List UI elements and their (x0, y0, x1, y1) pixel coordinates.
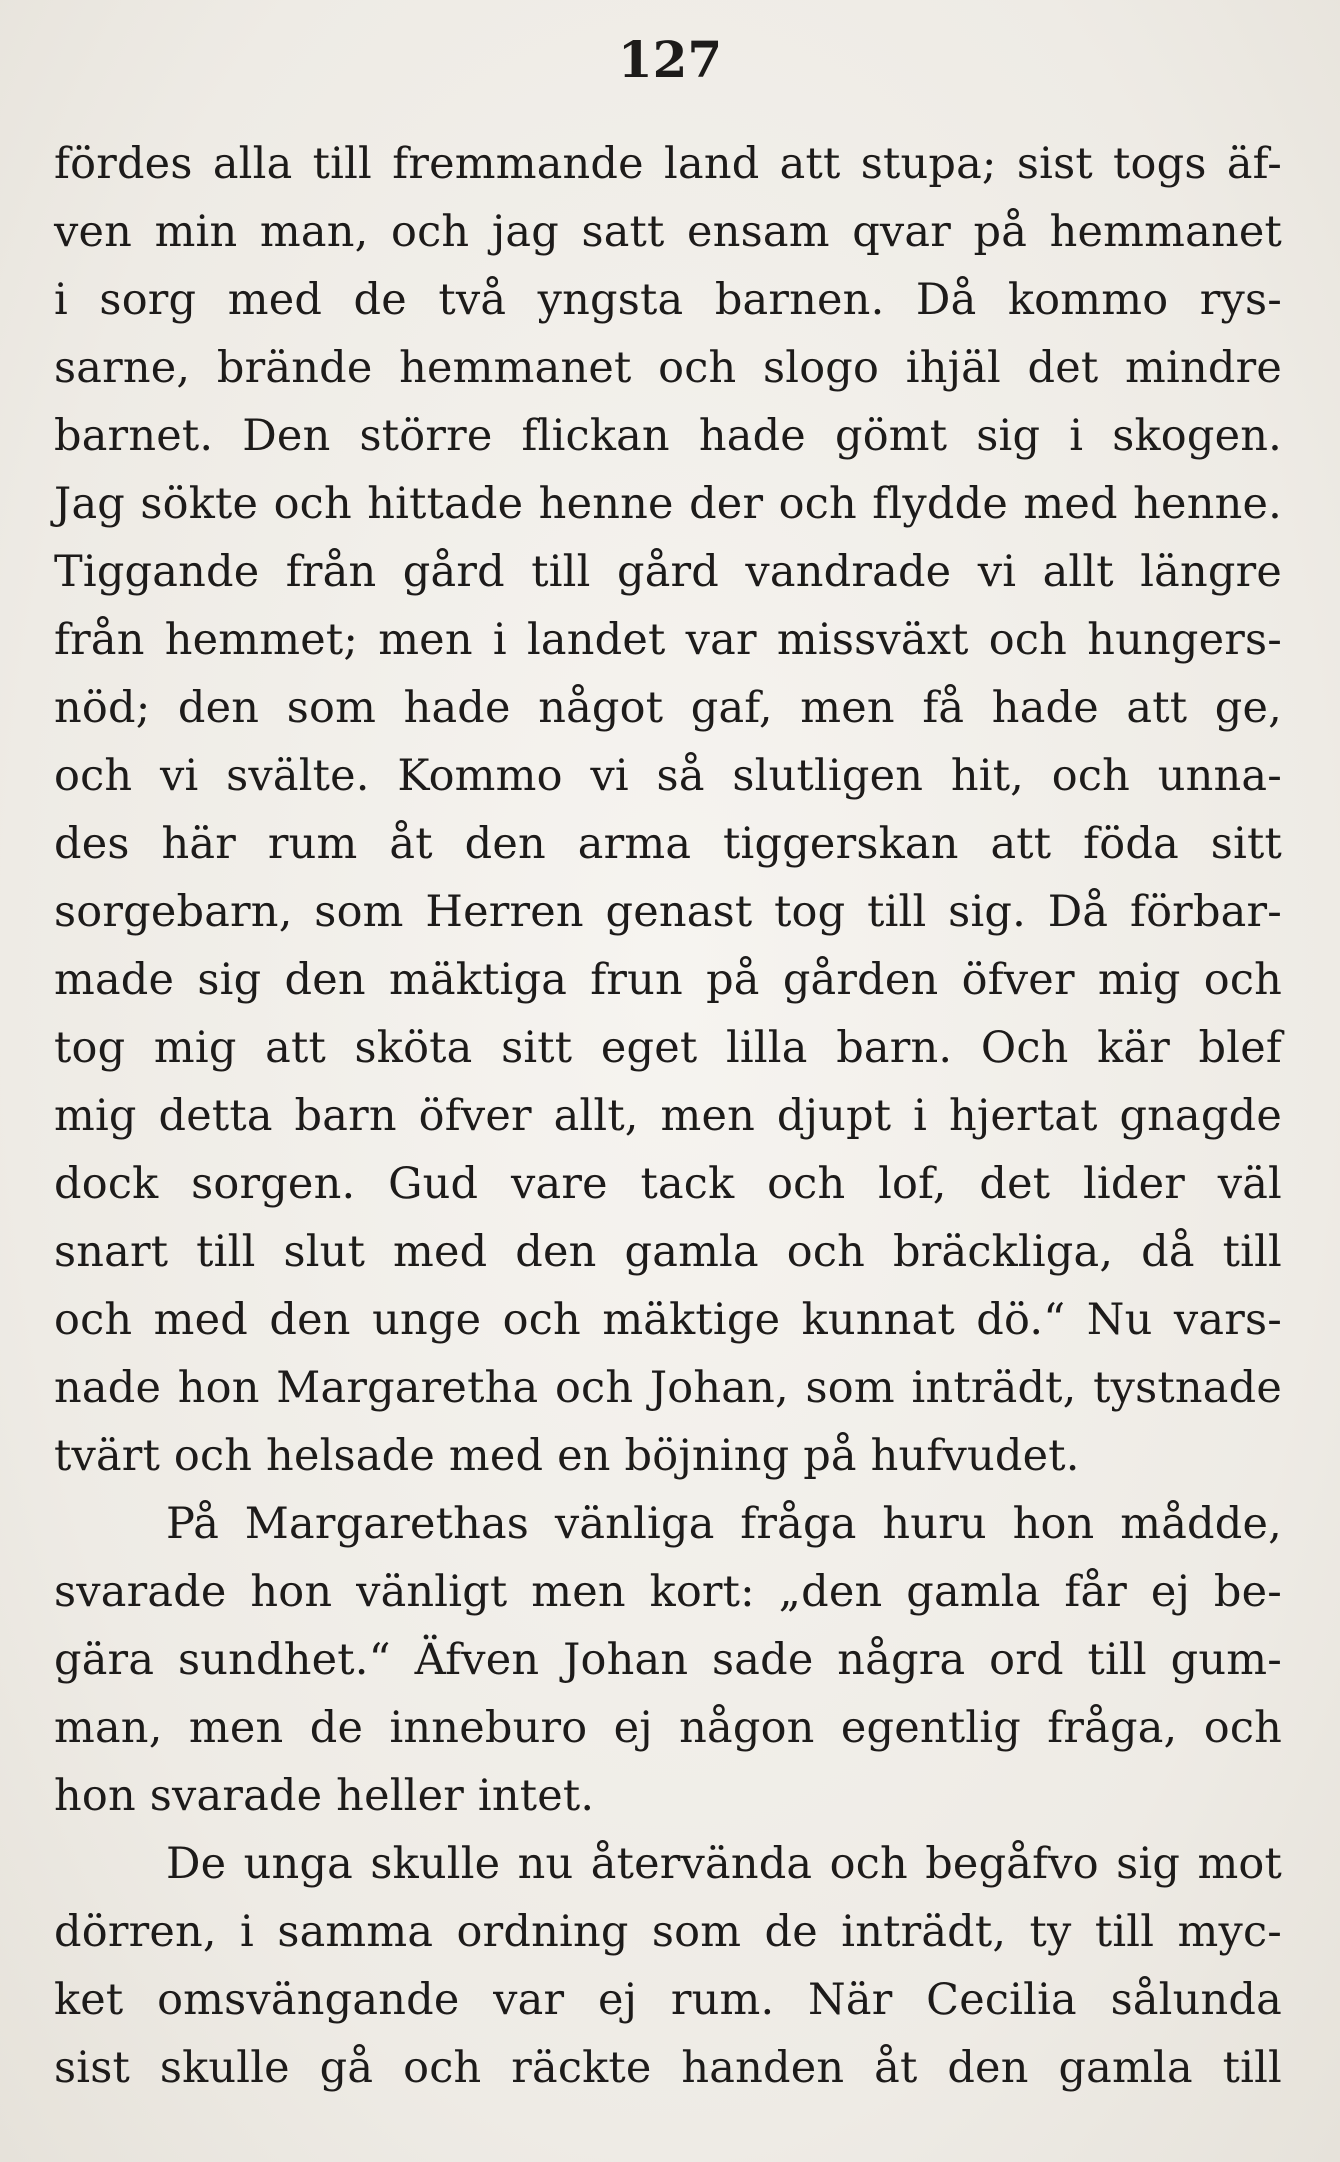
text-line: nade hon Margaretha och Johan, som inträdt, tystnade (54, 1363, 1282, 1413)
text-line: svarade hon vänligt men kort: „den gamla får ej be- (54, 1567, 1282, 1617)
text-line: På Margarethas vänliga fråga huru hon mådde, (166, 1499, 1282, 1549)
text-line: dörren, i samma ordning som de inträdt, ty till myc- (54, 1907, 1282, 1957)
text-line: i sorg med de två yngsta barnen. Då kommo rys- (54, 275, 1282, 325)
text-line: hon svarade heller intet. (54, 1771, 595, 1821)
text-line: barnet. Den större flickan hade gömt sig i skogen. (54, 411, 1282, 461)
text-line: tog mig att sköta sitt eget lilla barn. Och kär blef (54, 1023, 1282, 1073)
text-line: nöd; den som hade något gaf, men få hade att ge, (54, 683, 1282, 733)
text-line: fördes alla till fremmande land att stupa; sist togs äf- (54, 139, 1282, 189)
text-line: mig detta barn öfver allt, men djupt i hjertat gnagde (54, 1091, 1282, 1141)
text-line: made sig den mäktiga frun på gården öfver mig och (54, 955, 1282, 1005)
text-line: sarne, brände hemmanet och slogo ihjäl det mindre (54, 343, 1282, 393)
text-line: ven min man, och jag satt ensam qvar på hemmanet (54, 207, 1282, 257)
text-line: och med den unge och mäktige kunnat dö.“ Nu vars- (54, 1295, 1282, 1345)
text-line: Jag sökte och hittade henne der och flydde med henne. (54, 479, 1282, 529)
text-line: gära sundhet.“ Äfven Johan sade några ord till gum- (54, 1635, 1282, 1685)
text-line: sorgebarn, som Herren genast tog till sig. Då förbar- (54, 887, 1282, 937)
body-text (54, 130, 1282, 2102)
text-line: dock sorgen. Gud vare tack och lof, det lider väl (54, 1159, 1282, 1209)
text-line: ket omsvängande var ej rum. När Cecilia sålunda (54, 1975, 1282, 2025)
text-line: och vi svälte. Kommo vi så slutligen hit, och unna- (54, 751, 1282, 801)
page-number: 127 (617, 30, 723, 89)
text-line: tvärt och helsade med en böjning på hufvudet. (54, 1431, 1080, 1481)
text-line: från hemmet; men i landet var missväxt och hungers- (54, 615, 1282, 665)
text-line: Tiggande från gård till gård vandrade vi allt längre (54, 547, 1282, 597)
text-line: snart till slut med den gamla och bräckliga, då till (54, 1227, 1282, 1277)
text-line: des här rum åt den arma tiggerskan att föda sitt (54, 819, 1282, 869)
text-line: sist skulle gå och räckte handen åt den gamla till (54, 2043, 1282, 2093)
text-line: man, men de inneburo ej någon egentlig fråga, och (54, 1703, 1282, 1753)
text-line: De unga skulle nu återvända och begåfvo sig mot (166, 1839, 1282, 1889)
